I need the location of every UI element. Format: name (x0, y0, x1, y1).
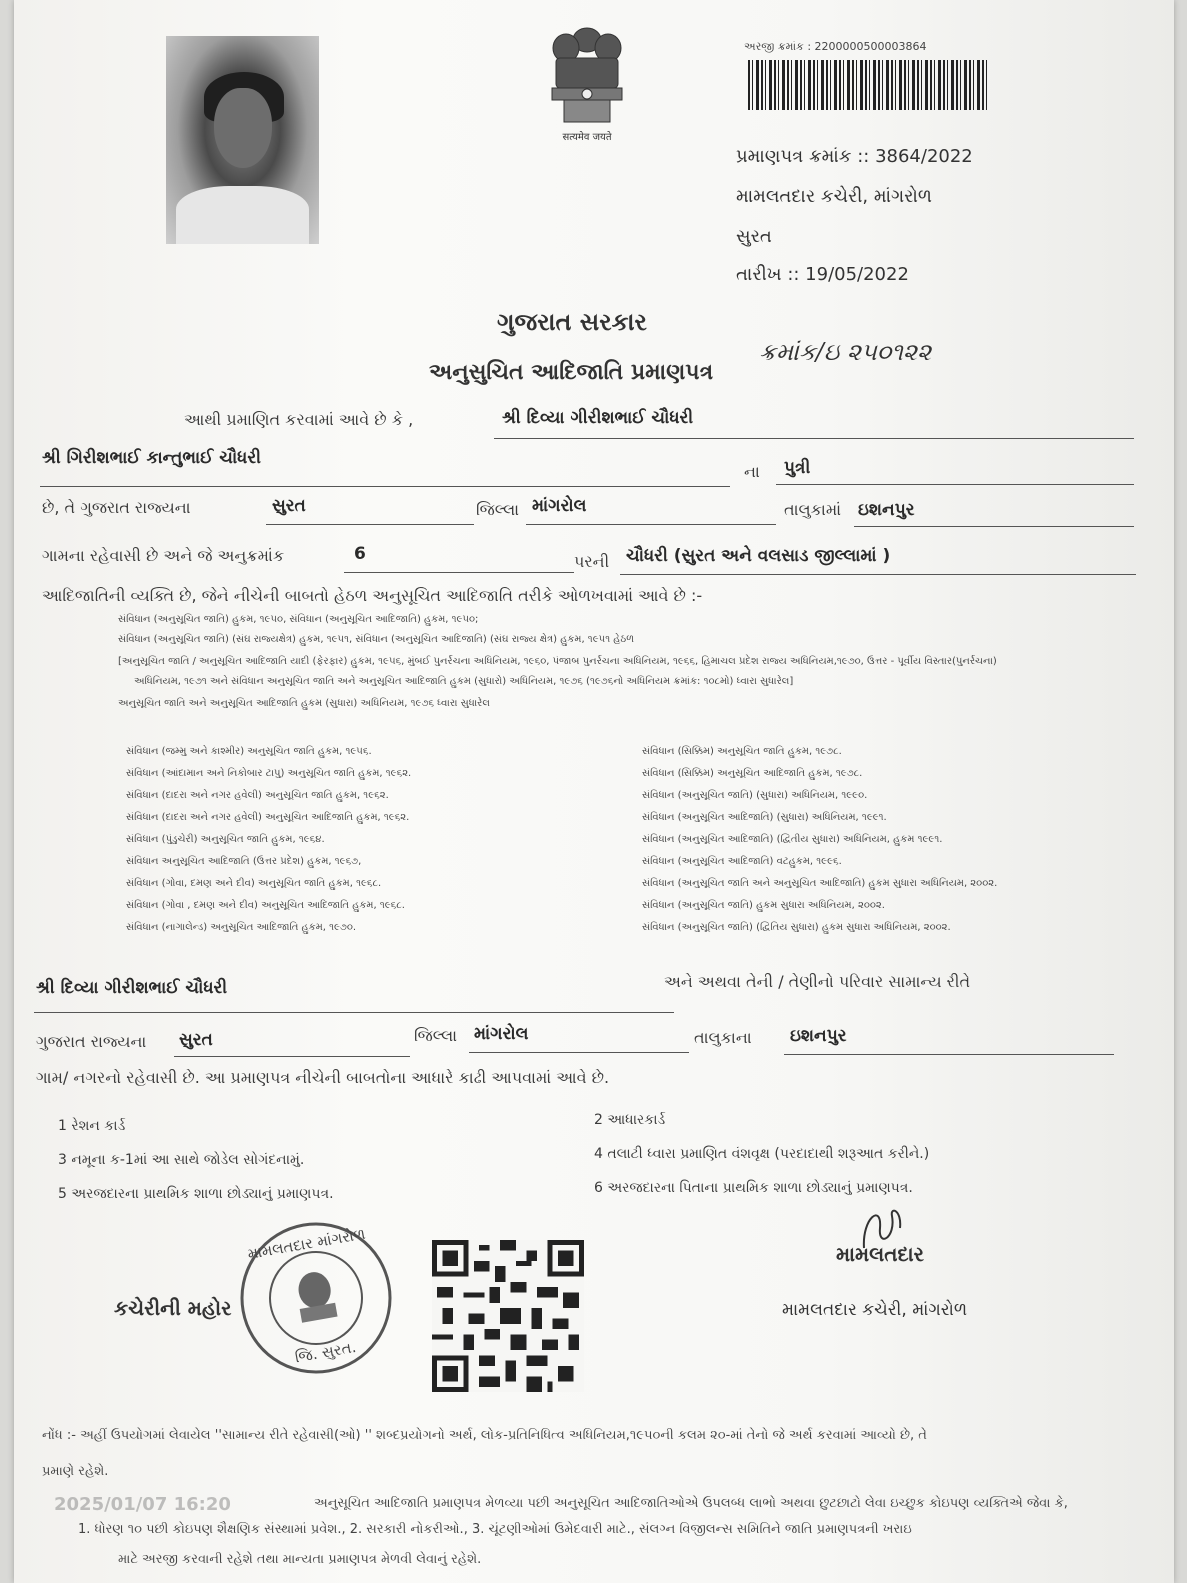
note-line: અનુસૂચિત આદિજાતિ પ્રમાણપત્ર મેળવ્યા પછી અનુસૂચિત આદિજાતિઓએ ઉપલબ્ધ લાભો અથવા છુટછાટો લેવા ઇચ્છુક કોઇપણ વ્યક્તિએ જેવા કે, (314, 1496, 1068, 1511)
resident-name: શ્રી દિવ્યા ગીરીશભાઈ ચૌધરી (36, 978, 228, 998)
residence-state: ગુજરાત રાજ્યના (36, 1032, 147, 1051)
order-line: સંવિધાન (અનુસૂચિત જાતિ) હુકમ, ૧૯૫૦, સંવિધાન (અનુસૂચિત આદિજાતિ) હુકમ, ૧૯૫૦; (118, 614, 479, 625)
order-left: સંવિધાન અનુસૂચિત આદિજાતિ (ઉત્તર પ્રદેશ) હુકમ, ૧૯૬૭, (126, 856, 362, 867)
city-name: સુરત (272, 496, 306, 516)
residence-city: સુરત (179, 1030, 213, 1050)
order-right: સંવિધાન (સિક્કિમ) અનુસૂચિત જાતિ હુકમ, ૧૯૭૮. (642, 746, 842, 757)
order-left: સંવિધાન (પુંડુચેરી) અનુસૂચિત જાતિ હુકમ, ૧૯૬૪. (126, 834, 325, 845)
note-line: માટે અરજી કરવાની રહેશે તથા માન્યતા પ્રમાણપત્ર મેળવી લેવાનું રહેશે. (118, 1552, 482, 1567)
district-name: માંગરોલ (532, 496, 587, 516)
national-emblem-icon (542, 18, 632, 143)
district-label: જિલ્લા (476, 500, 520, 519)
order-line: સંવિધાન (અનુસૂચિત જાતિ) (સંઘ રાજ્યક્ષેત્ર) હુકમ, ૧૯૫૧, સંવિધાન (અનુસૂચિત આદિજાતિ) (સંઘ રાજ્ય ક્ષેત્ર) હુકમ, ૧૯૫૧ હેઠળ (118, 634, 635, 645)
emblem-motto: सत्यमेव जयते (562, 132, 612, 143)
document-item: 3 નમૂના ક-1માં આ સાથે જોડેલ સોગંદનામું. (58, 1152, 305, 1168)
document-item: 4 તલાટી ધ્વારા પ્રમાણિત વંશવૃક્ષ (પરદાદાથી શરૂઆત કરીને.) (594, 1146, 930, 1162)
order-right: સંવિધાન (અનુસૂચિત જાતિ) હુકમ સુધારા અધિનિયમ, ૨૦૦૨. (642, 900, 885, 911)
family-text: અને અથવા તેની / તેણીનો પરિવાર સામાન્ય રીતે (664, 972, 971, 991)
applicant-photo (166, 36, 319, 244)
stamp-bottom: જિ. સુરત. (293, 1337, 358, 1367)
document-item: 5 અરજદારના પ્રાથમિક શાળા છોડ્યાનું પ્રમાણપત્ર. (58, 1186, 334, 1202)
order-right: સંવિધાન (અનુસૂચિત જાતિ) (સુધારા) અધિનિયમ, ૧૯૯૦. (642, 790, 868, 801)
note-line: 1. ધોરણ ૧૦ પછી કોઇપણ શૈક્ષણિક સંસ્થામાં પ્રવેશ., 2. સરકારી નોકરીઓ., 3. ચૂંટણીઓમાં ઉમેદવારી માટે., સંલગ્ન વિજીલન્સ સમિતિને જાતિ પ્રમાણપત્રની ખરાઇ (78, 1522, 912, 1537)
barcode (748, 60, 988, 110)
document-item: 6 અરજદારના પિતાના પ્રાથમિક શાળા છોડ્યાનું પ્રમાણપત્ર. (594, 1180, 913, 1196)
certificate-title: અનુસુચિત આદિજાતિ પ્રમાણપત્ર (429, 360, 714, 385)
document-item: 2 આધારકાર્ડ (594, 1112, 666, 1128)
qr-code (432, 1240, 584, 1392)
order-line: અનુસૂચિત જાતિ અને અનુસૂચિત આદિજાતિ હુકમ (સુધારા) અધિનિયમ, ૧૯૭૬ ધ્વારા સુધારેલ (118, 698, 490, 709)
taluka-label: તાલુકામાં (784, 500, 842, 519)
residence-district: માંગરોલ (474, 1024, 529, 1044)
order-line: અધિનિયમ, ૧૯૭૧ અને સંવિધાન અનુસૂચિત જાતિ અને અનુસૂચિત આદિજાતિ હુકમ (સુધારો) અધિનિયમ, ૧૯૭૬ (૧૯૭૬નો અધિનિયમ ક્રમાંક: ૧૦૮મો) ધ્વારા સુધારેલ] (134, 676, 794, 687)
tribe-name: ચૌધરી (સુરત અને વલસાડ જીલ્લામાં ) (626, 546, 891, 566)
office-seal-label: કચેરીની મહોર (114, 1296, 232, 1320)
issue-date: તારીખ :: 19/05/2022 (736, 264, 909, 285)
note-line: પ્રમાણે રહેશે. (42, 1464, 109, 1479)
residence-district-label: જિલ્લા (414, 1026, 458, 1045)
certificate-number: પ્રમાણપત્ર ક્રમાંક :: 3864/2022 (736, 146, 973, 167)
office-stamp-icon (236, 1218, 396, 1378)
residence-taluka-label: તાલુકાના (694, 1028, 752, 1047)
certificate-sheet (14, 0, 1174, 1583)
order-left: સંવિધાન (આંદામાન અને નિકોબાર ટાપુ) અનુસૂચિત જાતિ હુકમ, ૧૯૬૨. (126, 768, 412, 779)
state-text: છે, તે ગુજરાત રાજ્યના (42, 498, 191, 517)
applicant-name: શ્રી દિવ્યા ગીરીશભાઈ ચૌધરી (502, 408, 694, 428)
order-right: સંવિધાન (અનુસૂચિત આદિજાતિ) (દ્વિતીય સુધારા) અધિનિયમ, હુકમ ૧૯૯૧. (642, 834, 943, 845)
order-left: સંવિધાન (ગોવા, દમણ અને દીવ) અનુસૂચિત જાતિ હુકમ, ૧૯૬૮. (126, 878, 382, 889)
signatory-office: મામલતદાર કચેરી, માંગરોળ (782, 1300, 968, 1320)
government-title: ગુજરાત સરકાર (497, 308, 647, 336)
timestamp-watermark: 2025/01/07 16:20 (54, 1494, 231, 1515)
order-left: સંવિધાન (દાદરા અને નગર હવેલી) અનુસૂચિત જાતિ હુકમ, ૧૯૬૨. (126, 790, 389, 801)
note-line: નોંધ :- અહીં ઉપયોગમાં લેવાયેલ ''સામાન્ય રીતે રહેવાસી(ઓ) '' શબ્દપ્રયોગનો અર્થ, લોક-પ્રતિનિધિત્વ અધિનિયમ,૧૯૫૦ની કલમ ૨૦-માં તેનો જે અર્થ કરવામાં આવ્યો છે, તે (42, 1428, 927, 1443)
order-right: સંવિધાન (અનુસૂચિત આદિજાતિ) (સુધારા) અધિનિયમ, ૧૯૯૧. (642, 812, 887, 823)
father-name: શ્રી ગિરીશભાઈ કાન્તુભાઈ ચૌધરી (42, 448, 262, 468)
order-left: સંવિધાન (નાગાલેન્ડ) અનુસૂચિત આદિજાતિ હુકમ, ૧૯૭૦. (126, 922, 357, 933)
order-right: સંવિધાન (અનુસૂચિત જાતિ) (દ્વિતિય સુધારા) હુકમ સુધારા અધિનિયમ, ૨૦૦૨. (642, 922, 951, 933)
relation: પુત્રી (784, 458, 811, 478)
issuing-office: મામલતદાર કચેરી, માંગરોળ (736, 186, 932, 207)
handwritten-reference: ક્રમાંક/ઇ ૨૫૦૧૨૨ (759, 338, 932, 366)
document-item: 1 રેશન કાર્ડ (58, 1118, 126, 1134)
village-name: ઇશનપુર (858, 500, 915, 520)
certify-text: આથી પ્રમાણિત કરવામાં આવે છે કે , (184, 410, 414, 429)
issuing-city: સુરત (736, 226, 772, 247)
order-left: સંવિધાન (દાદરા અને નગર હવેલી) અનુસૂચિત આદિજાતિ હુકમ, ૧૯૬૨. (126, 812, 410, 823)
order-line: [અનુસૂચિત જાતિ / અનુસૂચિત આદિજાતિ યાદી (ફેરફાર) હુકમ, ૧૯૫૬, મુંબઈ પુનર્રચના અધિનિયમ, ૧૯૬૦, પંજાબ પુનર્રચના અધિનિયમ, ૧૯૬૬, હિમાચલ પ્રદેશ રાજ્ય અધિનિયમ,૧૯૭૦, ઉત્તર - પૂર્વીય વિસ્તાર(પુનર્રચના) (118, 656, 997, 667)
resident-text: ગામના રહેવાસી છે અને જે અનુક્રમાંક (42, 546, 285, 565)
application-number: અરજી ક્રમાંક : 2200000500003864 (744, 40, 927, 53)
serial-number: 6 (354, 544, 366, 564)
of-label: ના (744, 462, 760, 481)
order-right: સંવિધાન (અનુસૂચિત આદિજાતિ) વટહુકમ, ૧૯૯૬. (642, 856, 842, 867)
order-left: સંવિધાન (ગોવા , દમણ અને દીવ) અનુસૂચિત આદિજાતિ હુકમ, ૧૯૬૮. (126, 900, 405, 911)
order-right: સંવિધાન (અનુસૂચિત જાતિ અને અનુસૂચિત આદિજાતિ) હુકમ સુધારા અધિનિયમ, ૨૦૦૨. (642, 878, 998, 889)
order-left: સંવિધાન (જમ્મુ અને કાશ્મીર) અનુસૂચિત જાતિ હુકમ, ૧૯૫૬. (126, 746, 372, 757)
declaration-text: આદિજાતિની વ્યક્તિ છે, જેને નીચેની બાબતો હેઠળ અનુસૂચિત આદિજાતિ તરીકે ઓળખવામાં આવે છે :- (42, 586, 703, 605)
stamp-text: મામલતદાર માંગરોળ (246, 1224, 367, 1264)
signatory-designation: મામલતદાર (836, 1242, 924, 1266)
of-text: પરની (574, 552, 610, 571)
residence-village: ઇશનપુર (790, 1026, 847, 1046)
order-right: સંવિધાન (સિક્કિમ) અનુસૂચિત આદિજાતિ હુકમ, ૧૯૭૮. (642, 768, 863, 779)
basis-text: ગામ/ નગરનો રહેવાસી છે. આ પ્રમાણપત્ર નીચેની બાબતોના આધારે કાઢી આપવામાં આવે છે. (36, 1068, 610, 1087)
